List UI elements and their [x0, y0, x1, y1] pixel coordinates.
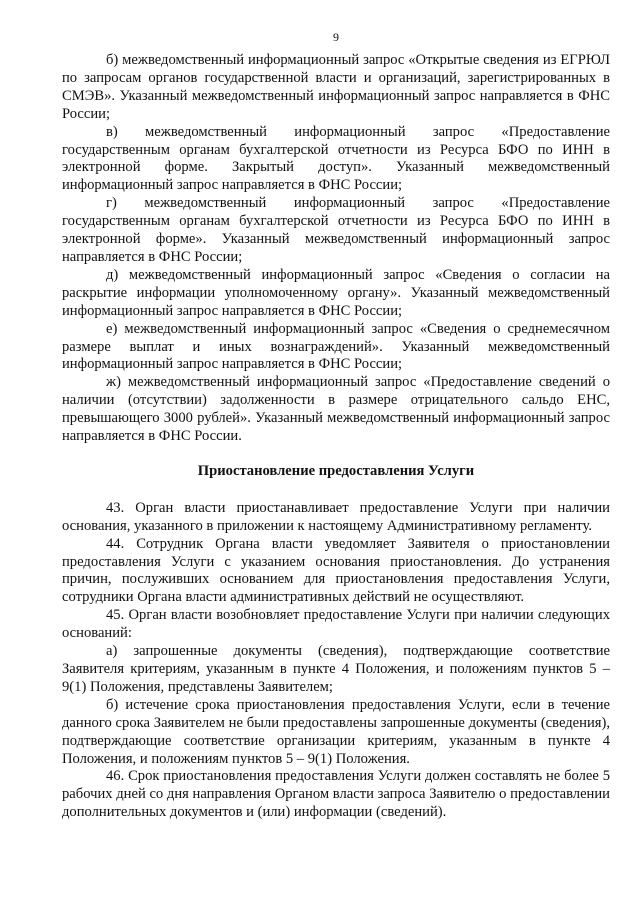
list-item-v: в) межведомственный информационный запрос «Предоставление государственным органам бухгалтерской отчетности из Ресурса БФО по ИНН в электронной форме. Закрытый доступ». Указанный межведомственный информационный запрос направляется в ФНС России; [62, 123, 610, 194]
list-item-b: б) межведомственный информационный запрос «Открытые сведения из ЕГРЮЛ по запросам органов государственной власти и организаций, зарегистрированных в СМЭВ». Указанный межведомственный информационный запрос направляется в ФНС России; [62, 52, 610, 122]
paragraph-45-b: б) истечение срока приостановления предоставления Услуги, если в течение данного срока Заявителем не были предоставлены запрошенные документы (сведения), подтверждающие соответствие организации критериям, указанным в пункте 4 Положения, и положениям пунктов 5 – 9(1) Положения. [62, 696, 610, 767]
paragraph-43: 43. Орган власти приостанавливает предоставление Услуги при наличии основания, указанного в приложении к настоящему Административному регламенту. [62, 499, 610, 534]
list-item-zh: ж) межведомственный информационный запрос «Предоставление сведений о наличии (отсутствии) задолженности в размере отрицательного сальдо ЕНС, превышающего 3000 рублей». Указанный межведомственный информационный запрос направляется в ФНС России. [62, 374, 610, 445]
page-number: 9 [333, 30, 339, 44]
list-item-g: г) межведомственный информационный запрос «Предоставление государственным органам бухгалтерской отчетности из Ресурса БФО по ИНН в электронной форме». Указанный межведомственный информационный запрос направляется в ФНС России; [62, 195, 610, 265]
paragraph-46: 46. Срок приостановления предоставления Услуги должен составлять не более 5 рабочих дней со дня направления Органом власти запроса Заявителю о предоставлении дополнительных документов и (или) информации (сведений). [62, 768, 610, 821]
paragraph-44: 44. Сотрудник Органа власти уведомляет Заявителя о приостановлении предоставления Услуги с указанием основания приостановления. До устранения причин, послуживших основанием для приостановления предоставления Услуги, сотрудники Органа власти административных действий не осуществляют. [62, 535, 610, 606]
paragraph-45: 45. Орган власти возобновляет предоставление Услуги при наличии следующих оснований: [62, 607, 610, 642]
document-page [62, 30, 610, 822]
list-item-e: е) межведомственный информационный запрос «Сведения о среднемесячном размере выплат и иных вознаграждений». Указанный межведомственный информационный запрос направляется в ФНС России; [62, 320, 610, 373]
section-heading: Приостановление предоставления Услуги [197, 462, 475, 479]
list-item-d: д) межведомственный информационный запрос «Сведения о согласии на раскрытие информации уполномоченному органу». Указанный межведомственный информационный запрос направляется в ФНС России; [62, 266, 610, 319]
paragraph-45-a: а) запрошенные документы (сведения), подтверждающие соответствие Заявителя критериям, указанным в пункте 4 Положения, и положениям пунктов 5 – 9(1) Положения, представлены Заявителем; [62, 643, 610, 695]
